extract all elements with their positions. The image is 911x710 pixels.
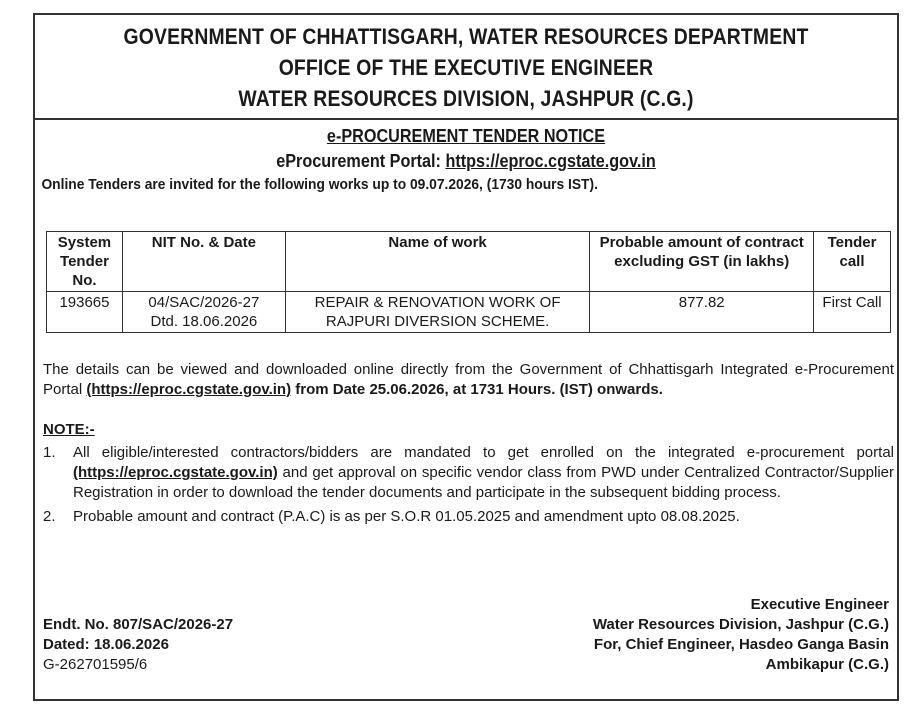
table-row (47, 292, 891, 333)
cell-system-no: 193665 (47, 292, 123, 333)
notice-header (35, 15, 897, 120)
cell-nit (122, 292, 285, 333)
note-1-pre: All eligible/interested contractors/bidders are mandated to get enrolled on the integrated e-procurement portal (73, 444, 894, 461)
signature-title: Executive Engineer (750, 596, 889, 613)
endorsement-date: Dated: 18.06.2026 (43, 636, 169, 653)
publication-code: G-262701595/6 (43, 656, 148, 673)
col-probable-amount: Probable amount of contract excluding GST (in lakhs) (590, 232, 814, 292)
cell-call: First Call (814, 292, 891, 333)
header-government: GOVERNMENT OF CHHATTISGARH, WATER RESOURCES DEPARTMENT (123, 24, 809, 49)
details-paragraph (43, 360, 894, 400)
cell-work-line1: REPAIR & RENOVATION WORK OF (314, 294, 561, 311)
table-header-row (47, 232, 891, 292)
details-part2: from Date 25.06.2026, at 1731 Hours. (IST) onwards. (291, 381, 663, 398)
portal-label: eProcurement Portal: (276, 151, 446, 171)
note-item-2 (43, 507, 894, 527)
endorsement-number: Endt. No. 807/SAC/2026-27 (43, 616, 234, 633)
note-number: 2. (43, 508, 56, 525)
signature-for: For, Chief Engineer, Hasdeo Ganga Basin (593, 636, 889, 653)
header-division: WATER RESOURCES DIVISION, JASHPUR (C.G.) (238, 86, 694, 111)
cell-work (285, 292, 590, 333)
cell-work-line2: RAJPURI DIVERSION SCHEME. (325, 313, 550, 330)
tender-table (46, 231, 891, 333)
notice-title: e-PROCUREMENT TENDER NOTICE (326, 126, 606, 146)
tender-notice-frame (33, 13, 899, 701)
note-text (73, 443, 894, 503)
col-nit-no-date: NIT No. & Date (122, 232, 285, 292)
note-item-1 (43, 443, 894, 503)
cell-nit-no: 04/SAC/2026-27 (148, 294, 260, 311)
note-heading: NOTE:- (43, 421, 95, 438)
endorsement-block (43, 615, 233, 675)
portal-link[interactable]: https://eproc.cgstate.gov.in (445, 151, 656, 171)
col-name-of-work: Name of work (285, 232, 590, 292)
details-part1: The details can be viewed and downloaded online directly from the Government of Chhattisgarh Integrated e-Procurement Portal (43, 361, 894, 398)
header-office: OFFICE OF THE EXECUTIVE ENGINEER (278, 55, 654, 80)
note-1-portal-link[interactable]: (https://eproc.cgstate.gov.in) (73, 464, 278, 481)
note-list (43, 443, 894, 531)
cell-nit-date: Dtd. 18.06.2026 (150, 313, 258, 330)
signature-place: Ambikapur (C.G.) (765, 656, 889, 673)
note-1-post: and get approval on specific vendor class from PWD under Centralized Contractor/Supplier Registration in order to download the tender documents and participate in the subsequent bidding process. (73, 464, 894, 501)
signature-block (593, 595, 889, 675)
note-text: Probable amount and contract (P.A.C) is as per S.O.R 01.05.2025 and amendment upto 08.08.2025. (73, 508, 740, 525)
invitation-text: Online Tenders are invited for the following works up to 09.07.2026, (1730 hours IST). (41, 176, 598, 193)
col-system-tender-no: System Tender No. (47, 232, 123, 292)
col-tender-call: Tender call (814, 232, 891, 292)
signature-division: Water Resources Division, Jashpur (C.G.) (592, 616, 889, 633)
details-portal-link[interactable]: (https://eproc.cgstate.gov.in) (86, 381, 292, 398)
note-number: 1. (43, 444, 56, 461)
portal-line (78, 148, 854, 174)
cell-amount: 877.82 (590, 292, 814, 333)
